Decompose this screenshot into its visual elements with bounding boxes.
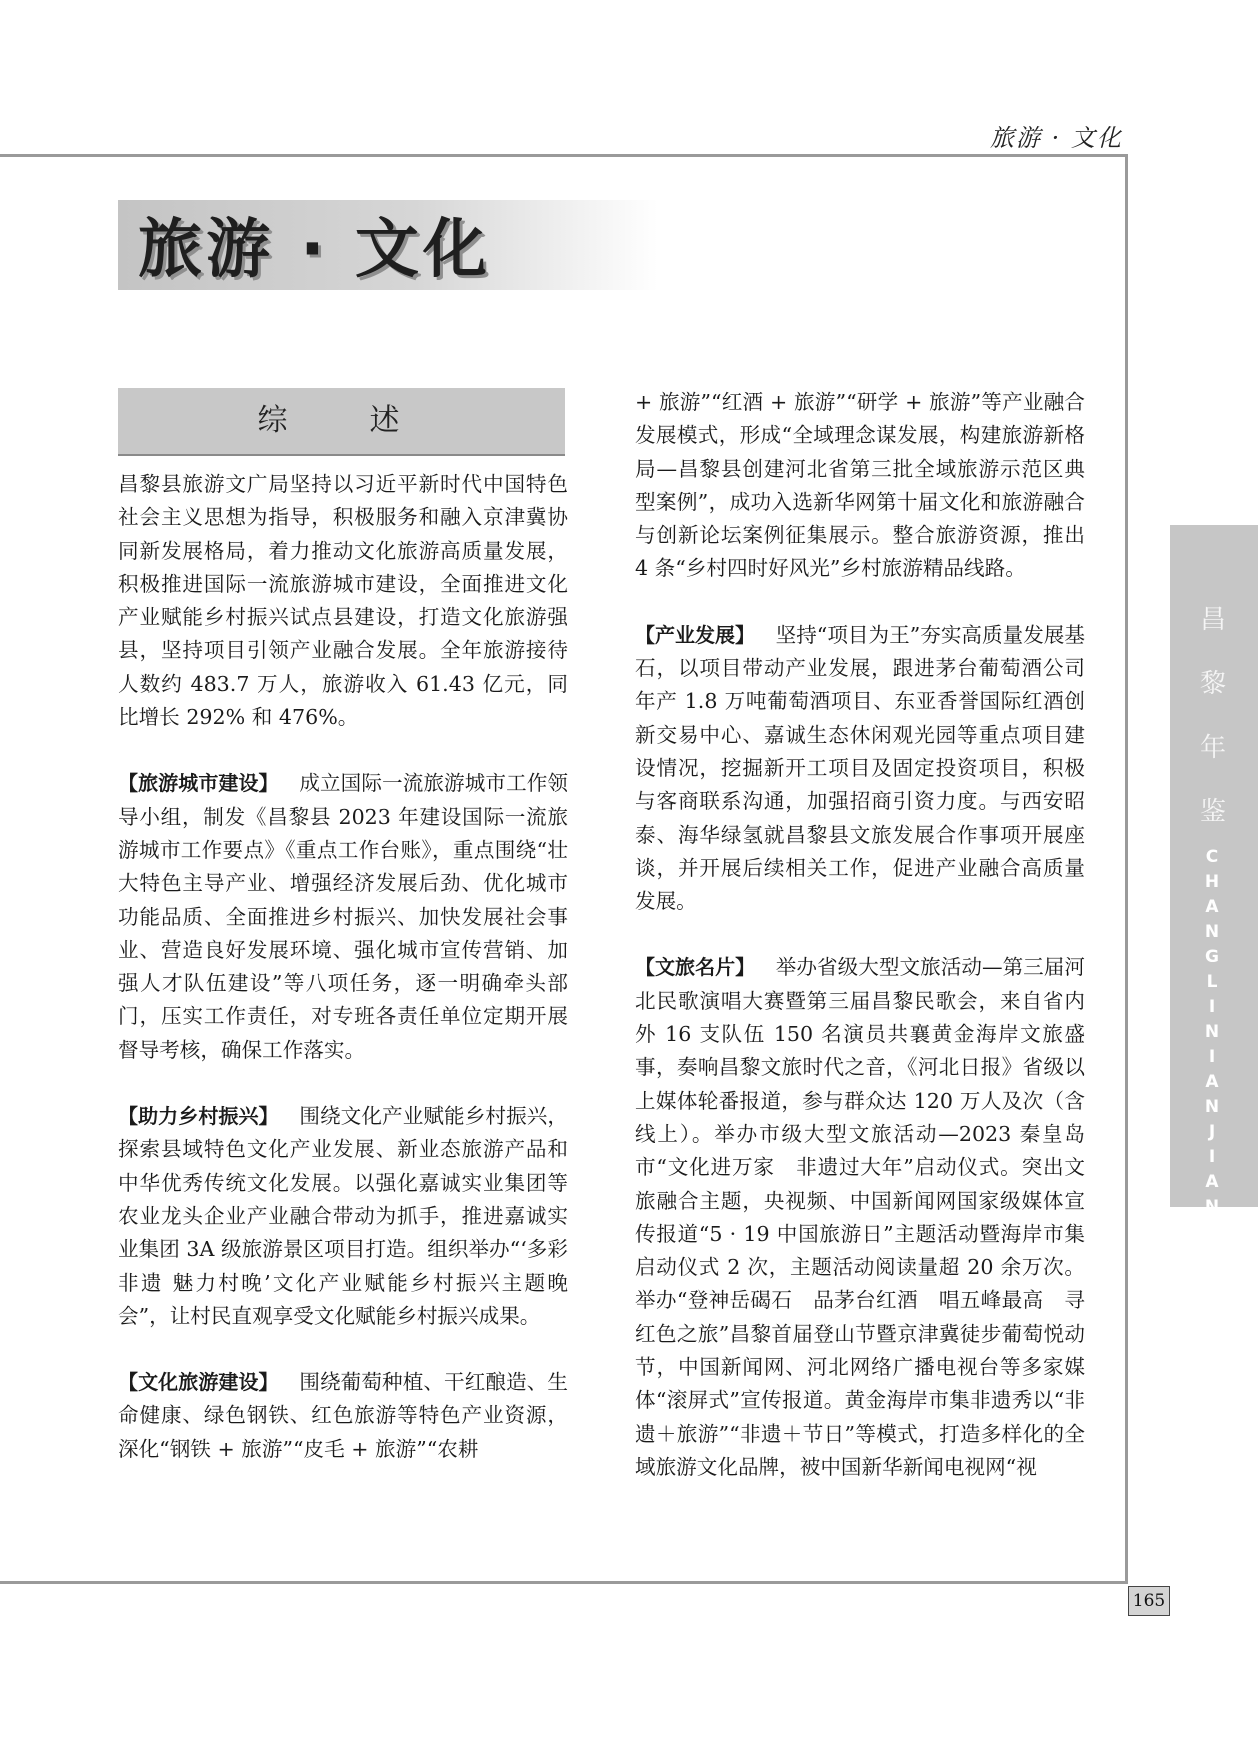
right-column [635,386,1085,1484]
pinyin-letter: N [1204,1197,1220,1217]
yearbook-pinyin-vertical [1192,845,1232,1220]
page-number: 165 [1128,1586,1170,1616]
paragraph-rural-revitalization [118,1100,568,1333]
pinyin-letter: A [1205,897,1219,917]
pinyin-letter: C [1205,847,1219,867]
paragraph-culture-tourism-card [635,951,1085,1484]
pinyin-letter: J [1208,1122,1216,1142]
pinyin-letter: H [1204,872,1220,892]
yearbook-name-vertical [1188,588,1238,844]
pinyin-letter: I [1208,1147,1216,1167]
pinyin-letter: A [1205,1172,1219,1192]
frame-right-rule [1125,154,1128,1584]
paragraph-culture-tourism-build [118,1366,568,1466]
paragraph-label: 【助力乡村振兴】 [118,1104,279,1129]
left-column [118,468,568,1466]
pinyin-letter: N [1204,1022,1220,1042]
paragraph-continued: + 旅游”“红酒 + 旅游”“研学 + 旅游”等产业融合发展模式，形成“全域理念谋发展，构建旅游新格局—昌黎县创建河北省第三批全域旅游示范区典型案例”，成功入选新华网第十届文化和旅游融合与创新论坛案例征集展示。整合旅游资源，推出 4 条“乡村四时好风光”乡村旅游精品线路。 [635,390,1085,581]
pinyin-letter: N [1204,922,1220,942]
paragraph-text: 围绕文化产业赋能乡村振兴，探索县域特色文化产业发展、新业态旅游产品和中华优秀传统文化发展。以强化嘉诚实业集团等农业龙头企业产业融合带动为抓手，推进嘉诚实业集团 3A 级旅游景区项目打造。组织举办“‘多彩非遗 魅力村晚’文化产业赋能乡村振兴主题晚会”，让村民直观享受文化赋能乡村振兴成果。 [118,1104,569,1328]
chapter-title: 旅游 · 文化 [138,213,491,287]
pinyin-letter: N [1204,1097,1220,1117]
paragraph-text: 坚持“项目为王”夯实高质量发展基石，以项目带动产业发展，跟进茅台葡萄酒公司年产 1.8 万吨葡萄酒项目、东亚香誉国际红酒创新交易中心、嘉诚生态休闲观光园等重点项目建设情况，挖掘新开工项目及固定投资项目，积极与客商联系沟通，加强招商引资力度。与西安昭泰、海华绿氢就昌黎县文旅发展合作事项开展座谈，并开展后续相关工作，促进产业融合高质量发展。 [635,622,1085,914]
pinyin-letter: G [1205,947,1219,967]
paragraph-text: 围绕葡萄种植、干红酿造、生命健康、绿色钢铁、红色旅游等特色产业资源，深化“钢铁 + 旅游”“皮毛 + 旅游”“农耕 [118,1370,569,1461]
intro-paragraph: 昌黎县旅游文广局坚持以习近平新时代中国特色社会主义思想为指导，积极服务和融入京津冀协同新发展格局，着力推动文化旅游高质量发展，积极推进国际一流旅游城市建设，全面推进文化产业赋能乡村振兴试点县建设，打造文化旅游强县，坚持项目引领产业融合发展。全年旅游接待人数约 483.7 万人，旅游收入 61.43 亿元，同比增长 292% 和 476%。 [118,472,568,730]
yearbook-char: 鉴 [1199,797,1226,827]
paragraph-text: 成立国际一流旅游城市工作领导小组，制发《昌黎县 2023 年建设国际一流旅游城市工作要点》《重点工作台账》，重点围绕“壮大特色主导产业、增强经济发展后劲、优化城市功能品质、全面推进乡村振兴、加快发展社会事业、营造良好发展环境、强化城市宣传营销、加强人才队伍建设”等八项任务，逐一明确牵头部门，压实工作责任，对专班各责任单位定期开展督导考核，确保工作落实。 [118,771,569,1062]
paragraph-text: 举办省级大型文旅活动—第三届河北民歌演唱大赛暨第三届昌黎民歌会，来自省内外 16 支队伍 150 名演员共襄黄金海岸文旅盛事，奏响昌黎文旅时代之音，《河北日报》省级以上媒体轮番报道，参与群众达 120 万人及次（含线上）。举办市级大型文旅活动—2023 秦皇岛市“文化进万家 非遗过大年”启动仪式。突出文旅融合主题，央视频、中国新闻网国家级媒体宣传报道“5 · 19 中国旅游日”主题活动暨海岸市集启动仪式 2 次，主题活动阅读量超 20 余万次。举办“登神岳碣石 品茅台红酒 唱五峰最高 寻红色之旅”昌黎首届登山节暨京津冀徒步葡萄悦动节，中国新闻网、河北网络广播电视台等多家媒体“滚屏式”宣传报道。黄金海岸市集非遗秀以“非遗＋旅游”“非遗＋节日”等模式，打造多样化的全域旅游文化品牌，被中国新华新闻电视网“视 [635,955,1086,1479]
paragraph-label: 【文旅名片】 [635,955,756,980]
paragraph-label: 【旅游城市建设】 [118,771,279,796]
yearbook-char: 昌 [1199,605,1226,635]
paragraph-industry-development [635,619,1085,919]
frame-top-rule [0,154,1128,157]
pinyin-letter: A [1205,1072,1219,1092]
pinyin-letter: I [1208,997,1216,1017]
frame-bottom-rule [0,1581,1128,1584]
running-header: 旅游 · 文化 [990,124,1123,152]
section-heading: 综 述 [118,388,565,456]
yearbook-char: 黎 [1199,669,1226,699]
paragraph-label: 【文化旅游建设】 [118,1370,279,1395]
pinyin-letter: L [1206,972,1218,992]
paragraph-tourism-city [118,767,568,1067]
pinyin-letter: I [1208,1047,1216,1067]
yearbook-char: 年 [1199,733,1226,763]
paragraph-label: 【产业发展】 [635,622,756,647]
